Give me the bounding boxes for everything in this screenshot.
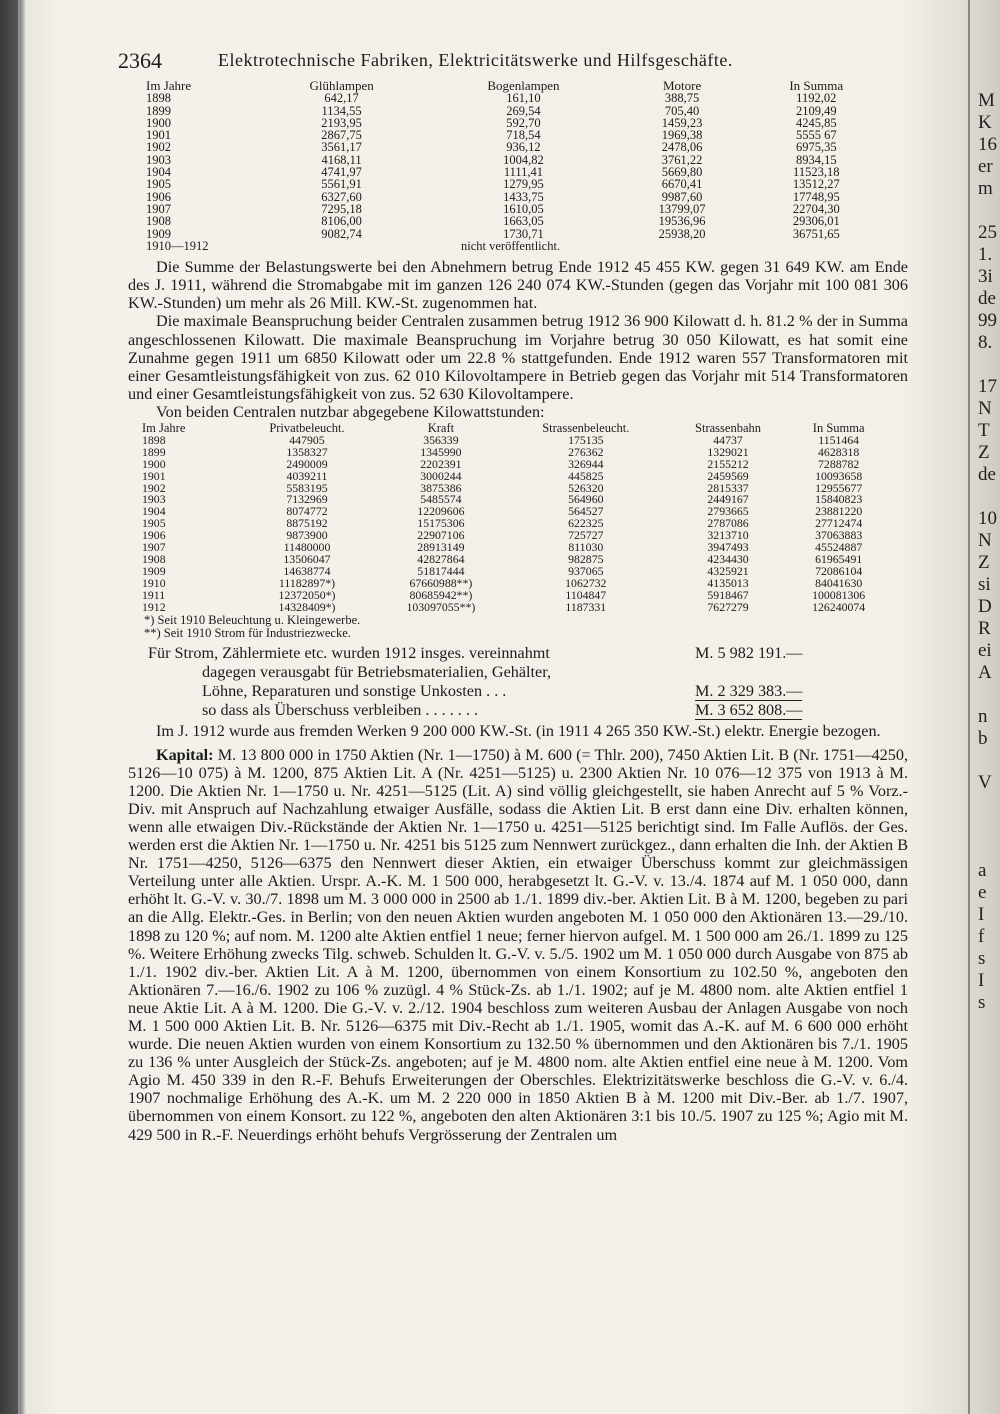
fragment-line: 16 [978,134,997,155]
cell-value: 6327,60 [321,189,362,204]
cell-value: 326944 [568,456,604,471]
cell-value: 3213710 [707,528,749,543]
fragment-line [978,486,1000,508]
kapital-label: Kapital: [156,745,214,764]
cell-value: 1730,71 [503,226,544,241]
page-content [118,40,909,1144]
cell-value: 642,17 [324,91,359,106]
fragment-line: 1. [978,244,993,265]
cell-year: 1902 [146,140,171,155]
cell-year: 1905 [146,177,171,192]
cell-value: 51817444 [417,563,465,578]
kilowatt-hours-table [128,423,888,614]
fragment-line: m [978,178,993,199]
table-row [128,447,888,459]
cell-value: 4628318 [818,444,860,459]
cell-value: 3875386 [420,480,462,495]
fragment-line: N [978,530,992,551]
cell-value: 705,40 [664,103,700,118]
cell-value: 526320 [568,480,604,495]
cell-value: 25938,20 [658,226,706,241]
cell-value: 4234430 [707,551,749,566]
fragment-line: si [978,574,991,595]
cell-value: 1279,95 [503,177,544,192]
cell-value: 2202391 [420,456,462,471]
fragment-line: s [978,948,986,969]
cell-value: 936,12 [506,140,541,155]
fragment-line: R [978,618,991,639]
cell-value: 2459569 [707,468,749,483]
paragraph-fremdbezug: Im J. 1912 wurde aus fremden Werken 9 200 000 KW.-St. (in 1911 4 265 350 KW.-St.) elektr. Energie bezogen. [156,721,881,740]
page-number: 2364 [118,48,162,73]
cell-value: 13799,07 [658,201,706,216]
income-line: Für Strom, Zählermiete etc. wurden 1912 insges. vereinnahmt [148,643,550,662]
cell-year: 1904 [146,165,171,180]
fragment-line: I [978,970,985,991]
cell-value: 7627279 [707,599,749,614]
cell-value: 7295,18 [321,201,362,216]
table-row [128,228,888,240]
cell-value: 1104847 [565,587,607,602]
cell-year: 1900 [146,115,171,130]
table-row [128,542,888,554]
cell-year: 1898 [142,432,166,447]
cell-value: 37063883 [815,528,863,543]
cell-year: 1900 [142,456,166,471]
cell-value: 1062732 [565,575,607,590]
fragment-line: 99 [978,310,997,331]
cell-value: 276362 [568,444,604,459]
cell-value: 1192,02 [796,91,837,106]
cell-value: 8106,00 [321,214,362,229]
cell-value: 982875 [568,551,604,566]
cell-value: 937065 [568,563,604,578]
cell-year: 1907 [142,540,166,555]
cell-value: 388,75 [664,91,700,106]
cell-value: 1004,82 [503,152,544,167]
cell-value: 2490009 [286,456,328,471]
cell-value: 445825 [568,468,604,483]
cell-value: 84041630 [815,575,863,590]
cell-year: 1906 [146,189,171,204]
cell-value: 269,54 [506,103,541,118]
cell-year: 1908 [142,551,166,566]
cell-value: 1433,75 [503,189,544,204]
cell-value: 3561,17 [321,140,362,155]
cell-value: 12955677 [815,480,863,495]
cell-value: 14638774 [283,563,331,578]
col-header-privat: Privatbeleucht. [269,421,345,435]
table-row [128,92,888,104]
cell-value: 9082,74 [321,226,362,241]
cell-value: 2109,49 [795,103,837,118]
fragment-line: 8. [978,332,993,353]
col-header-kraft: Kraft [427,421,455,435]
footnote-2: **) Seit 1910 Strom für Industriezwecke. [144,625,351,640]
cell-value: 11480000 [283,540,331,555]
col-header-year: Im Jahre [146,78,192,93]
cell-value: 5583195 [286,480,328,495]
cell-value: 5669,80 [661,165,703,180]
cell-value: 1610,05 [503,201,544,216]
income-amount: M. 5 982 191.— [695,643,803,662]
cell-value: 1663,05 [503,214,544,229]
cell-year: 1903 [146,152,171,167]
cell-value: 592,70 [506,115,541,130]
cell-value: 175135 [568,432,604,447]
cell-year: 1899 [142,444,166,459]
fragment-line: 3i [978,266,993,287]
table-row [128,554,888,566]
cell-year: 1908 [146,214,171,229]
col-header-year: Im Jahre [142,421,186,435]
cell-value: 2787086 [707,516,749,531]
col-header-motore: Motore [662,78,702,93]
cell-value: 17748,95 [792,189,840,204]
fragment-line: K [978,112,992,133]
fragment-line [978,750,1000,772]
cell-value: 4245,85 [795,115,837,130]
cell-year: 1909 [146,226,171,241]
cell-value: 13506047 [283,551,331,566]
cell-value: 80685942**) [409,587,473,602]
fragment-line: er [978,156,993,177]
cell-value: 27712474 [815,516,863,531]
cell-value: 1187331 [565,599,607,614]
cell-year: 1912 [142,599,166,614]
cell-value: 11523,18 [793,165,840,180]
fragment-line: I [978,904,985,925]
cell-value: 161,10 [506,91,541,106]
cell-value: 4135013 [707,575,749,590]
table-row [128,518,888,530]
cell-value: 2193,95 [321,115,362,130]
cell-value: 15840823 [815,492,863,507]
cell-value: 100081306 [812,587,866,602]
cell-year: 1910—1912 [146,238,209,253]
cell-year: 1903 [142,492,166,507]
cell-value: 15175306 [417,516,465,531]
surplus-line: so dass als Überschuss verbleiben . . . . . . . [202,700,479,719]
page-header [118,40,908,80]
cell-value: 6975,35 [795,140,837,155]
cell-value: 29306,01 [792,214,840,229]
fragment-line: M [978,90,995,111]
table-row [128,530,888,542]
cell-year: 1906 [142,528,166,543]
cell-year: 1899 [146,103,171,118]
cell-value: 42827864 [417,551,465,566]
cell-value: 447905 [289,432,325,447]
cell-value: 725727 [568,528,604,543]
cell-value: 4325921 [707,563,749,578]
cell-value: 1151464 [818,432,860,447]
col-header-strassenbahn: Strassenbahn [695,421,762,435]
cell-year: 1904 [142,504,166,519]
fragment-line: 17 [978,376,997,397]
fragment-line: A [978,662,992,683]
table-row [128,141,888,153]
cell-value: 1111,41 [503,165,544,180]
fragment-line: Z [978,552,990,573]
cell-year: 1901 [142,468,166,483]
kapital-text: M. 13 800 000 in 1750 Aktien (Nr. 1—1750) à M. 600 (= Thlr. 200), 7450 Aktien Lit. B (Nr. 1751—4250, 5126—10 075) à M. 1200, 875 Aktien Lit. A (Nr. 4251—5125) u. 2300 Aktien Nr. 10 076—12 375 von 1913 à M. 1200. Die Aktien Nr. 1—1750 u. Nr. 4251—5125 (Lit. A) sind völlig gleichgestellt, sie haben Anrecht auf 5 % Vorz.-Div. mit Anspruch auf Nachzahlung etwaiger Ausfälle, sodass die Aktien Lit. B erst dann eine Div. erhalten können, wenn alle etwaigen Div.-Rückstände der Aktien Nr. 1—1750 u. 4251—5125 berichtigt sind. Im Falle Auflös. der Ges. werden erst die Aktien Nr. 1—1750 u. Nr. 4251 bis 5125 zum Nennwert zurückgez., dann erhalten die Inh. der Aktien B Nr. 1751—4250, 5126—6375 den Nennwert dieser Aktien, ein etwaiger Überschuss kommt zur gleichmässigen Verteilung unter alle Aktien. Urspr. A.-K. M. 1 500 000, herabgesetzt lt. G.-V. v. 13./4. 1874 auf M. 1 050 000, dann erhöht lt. G.-V. v. 30./7. 1898 um M. 3 000 000 in 2500 ab 1./1. 1899 div.-ber. Aktien Lit. B à M. 1200, begeben zu pari an die Allg. Elektr.-Ges. in Berlin; von den neuen Aktien wurden angeboten M. 1 050 000 den Aktionären 13.—29./10. 1898 zu 120 %; auf nom. M. 1200 alte Aktien entfiel 1 neue; ferner hiervon aufgel. M. 1 500 000 am 26./1. 1899 zu 125 %. Weitere Erhöhung zwecks Tilg. schweb. Schulden lt. G.-V. v. 5./5. 1902 um M. 1 050 000 durch Ausgabe von 875 ab 1./1. 1902 div.-ber. Aktien Lit. A à M. 1200, übernommen von einem Konsortium zu 102.50 %, angeboten den Aktionären 7.—16./6. 1902 zu 106 % zuzügl. 4 % Stück-Zs. ab 1./1. 1902; auf je M. 4800 nom. alte Aktien entfiel 1 neue Aktie Lit. A à M. 1200. Die G.-V. v. 2./12. 1904 beschloss zum weiteren Ausbau der Anlagen Ausgabe von noch M. 1 500 000 Aktien Lit. B. Nr. 5126—6375 mit Div.-Recht ab 1./1. 1905, womit das A.-K. auf M. 6 600 000 erhöht wurde. Die neuen Aktien wurden von einem Konsortium zu 132.50 % übernommen und den Aktionären bis 7./1. 1905 zu 136 % unter Ausgleich der Stück-Zs. angeboten; auf je M. 4800 nom. alte Aktien entfiel eine neue à M. 1200. Vom Agio M. 450 339 in den R.-F. Behufs Erweiterungen der Oberschles. Elektrizitätswerke beschloss die G.-V. v. 6./4. 1907 nochmalige Erhöhung des A.-K. um M. 2 220 000 in 1850 Aktien B à M. 1200 mit Div.-Ber. ab 1./7. 1907, übernommen von einem Konsort. zu 122 %, angeboten den alten Aktionären 3:1 bis 10./5. 1907 zu 125 %; Agio mit M. 429 500 in R.-F. Neuerdings erhöht behufs Vergrösserung der Zentralen um [128,745,909,1144]
cell-value: 2815337 [707,480,749,495]
load-values-table [128,80,888,252]
fragment-line [978,816,1000,838]
cell-value: 44737 [713,432,743,447]
cell-year: 1910 [142,575,166,590]
table-row [128,459,888,471]
surplus-amount: M. 3 652 808.— [695,700,803,719]
cell-value: 22704,30 [792,201,840,216]
table-row [128,240,888,252]
cell-value: 14328409*) [278,599,336,614]
fragment-line: Z [978,442,990,463]
paragraph-beanspruchung: Die maximale Beanspruchung beider Centralen zusammen betrug 1912 36 900 Kilowatt d. h. 81.2 % der in Summa angeschlossenen Kilowatt. Die maximale Beanspruchung im Vorjahre betrug 30 050 Kilowatt, es hat somit eine Zunahme gegen 1911 um 6850 Kilowatt oder um 22.8 % stattgefunden. Ende 1912 waren 557 Transformatoren mit einer Gesamtleistungsfähigkeit von zus. 62 010 Kilovoltampere in Betrieb gegen das Vorjahr mit 514 Transformatoren und einer Gesamtleistungsfähigkeit von zus. 52 630 Kilovoltampere. [128,312,908,403]
fragment-line: ei [978,640,992,661]
cell-value: 2867,75 [321,128,362,143]
fragment-line: de [978,288,996,309]
cell-value: 9987,60 [661,189,703,204]
paragraph-kapital [128,746,908,1144]
cell-value: 8074772 [286,504,328,519]
income-statement [128,644,908,722]
cell-value: 13512,27 [792,177,840,192]
table-header-row [128,423,888,435]
cell-value: 1358327 [286,444,328,459]
cell-value: 3761,22 [661,152,703,167]
expense-line-2: Löhne, Reparaturen und sonstige Unkosten . . . [202,681,507,700]
cell-value: 356339 [423,432,459,447]
binding-gutter [18,0,21,1414]
paragraph-belastung: Die Summe der Belastungswerte bei den Abnehmern betrug Ende 1912 45 455 KW. gegen 31 649 KW. am Ende des J. 1911, während die Stromabgabe mit im ganzen 126 240 074 KW.-Stunden (gegen das Vorjahr mit 100 081 306 KW.-Stunden) um mehr als 26 Mill. KW.-St. zugenommen hat. [128,258,908,313]
table-row [128,578,888,590]
cell-value: 22907106 [417,528,465,543]
cell-value: 2155212 [707,456,749,471]
cell-value: 811030 [568,540,604,555]
fragment-line: f [978,926,985,947]
cell-value: 1345990 [420,444,462,459]
cell-value: 1969,38 [661,128,703,143]
fragment-line: D [978,596,992,617]
cell-value: 3000244 [420,468,462,483]
cell-value: 3947493 [707,540,749,555]
cell-value: 7132969 [286,492,328,507]
col-header-bogenlampen: Bogenlampen [487,78,560,93]
page-edge [968,0,970,1414]
cell-year: 1898 [146,91,171,106]
table-row [128,602,888,614]
fragment-line: b [978,728,988,749]
cell-value: 19536,96 [658,214,706,229]
cell-value: 72086104 [815,563,863,578]
cell-value: 5485574 [420,492,462,507]
cell-value: 5555 67 [795,128,837,143]
fragment-line [978,838,1000,860]
cell-value: 564960 [568,492,604,507]
fragment-line: s [978,992,986,1013]
cell-value: 1329021 [707,444,749,459]
cell-value: 126240074 [812,599,866,614]
cell-value: 36751,65 [792,226,840,241]
cell-value: 5561,91 [321,177,362,192]
paragraph-table2-intro: Von beiden Centralen nutzbar abgegebene Kilowattstunden: [156,402,545,421]
table-row [128,178,888,190]
cell-value: 9873900 [286,528,328,543]
table-row [128,435,888,447]
fragment-line: T [978,420,990,441]
cell-year: 1911 [142,587,166,602]
cell-value: 5918467 [707,587,749,602]
col-header-strassenbeleucht: Strassenbeleucht. [542,421,630,435]
fragment-line [978,354,1000,376]
cell-value: 11182897*) [278,575,336,590]
table-row [128,471,888,483]
cell-value: 1134,55 [321,103,362,118]
cell-value: 45524887 [815,540,863,555]
cell-value: 4168,11 [321,152,362,167]
expense-amount: M. 2 329 383.— [695,681,803,700]
cell-value: 718,54 [506,128,541,143]
expense-line: dagegen verausgabt für Betriebsmaterialien, Gehälter, [202,662,552,681]
fragment-line: a [978,860,987,881]
cell-note: nicht veröffentlicht. [461,238,561,253]
cell-value: 61965491 [815,551,863,566]
cell-value: 7288782 [818,456,860,471]
cell-value: 2478,06 [661,140,703,155]
fragment-line [978,684,1000,706]
cell-value: 8934,15 [795,152,837,167]
cell-value: 4741,97 [321,165,362,180]
cell-year: 1905 [142,516,166,531]
cell-value: 23881220 [815,504,863,519]
table-row [128,483,888,495]
cell-value: 622325 [568,516,604,531]
table-row [128,215,888,227]
table-row [128,506,888,518]
fragment-line: n [978,706,988,727]
cell-value: 10093658 [815,468,863,483]
fragment-line: V [978,772,992,793]
fragment-line: e [978,882,987,903]
cell-value: 28913149 [417,540,465,555]
col-header-summa: In Summa [812,421,865,435]
cell-year: 1907 [146,201,171,216]
cell-year: 1902 [142,480,166,495]
table-row [128,590,888,602]
cell-value: 103097055**) [406,599,476,614]
cell-value: 12209606 [417,504,465,519]
fragment-line [978,794,1000,816]
table-row [128,566,888,578]
footnote-1: *) Seit 1910 Beleuchtung u. Kleingewerbe. [144,612,361,627]
cell-year: 1901 [146,128,171,143]
fragment-line: 25 [978,222,997,243]
col-header-summa: In Summa [789,78,844,93]
fragment-line: de [978,464,996,485]
cell-value: 1459,23 [661,115,703,130]
cell-value: 12372050*) [278,587,336,602]
cell-value: 2449167 [707,492,749,507]
running-title: Elektrotechnische Fabriken, Elektricitätswerke und Hilfsgeschäfte. [218,50,733,70]
cell-value: 6670,41 [661,177,703,192]
col-header-gluehlampen: Glühlampen [309,78,374,93]
table-row [128,494,888,506]
cell-value: 8875192 [286,516,328,531]
adjacent-page-fragment [978,90,1000,1320]
fragment-line: 10 [978,508,997,529]
fragment-line: N [978,398,992,419]
cell-value: 564527 [568,504,604,519]
cell-value: 4039211 [286,468,328,483]
cell-year: 1909 [142,563,166,578]
fragment-line [978,200,1000,222]
cell-value: 67660988**) [409,575,473,590]
cell-value: 2793665 [707,504,749,519]
